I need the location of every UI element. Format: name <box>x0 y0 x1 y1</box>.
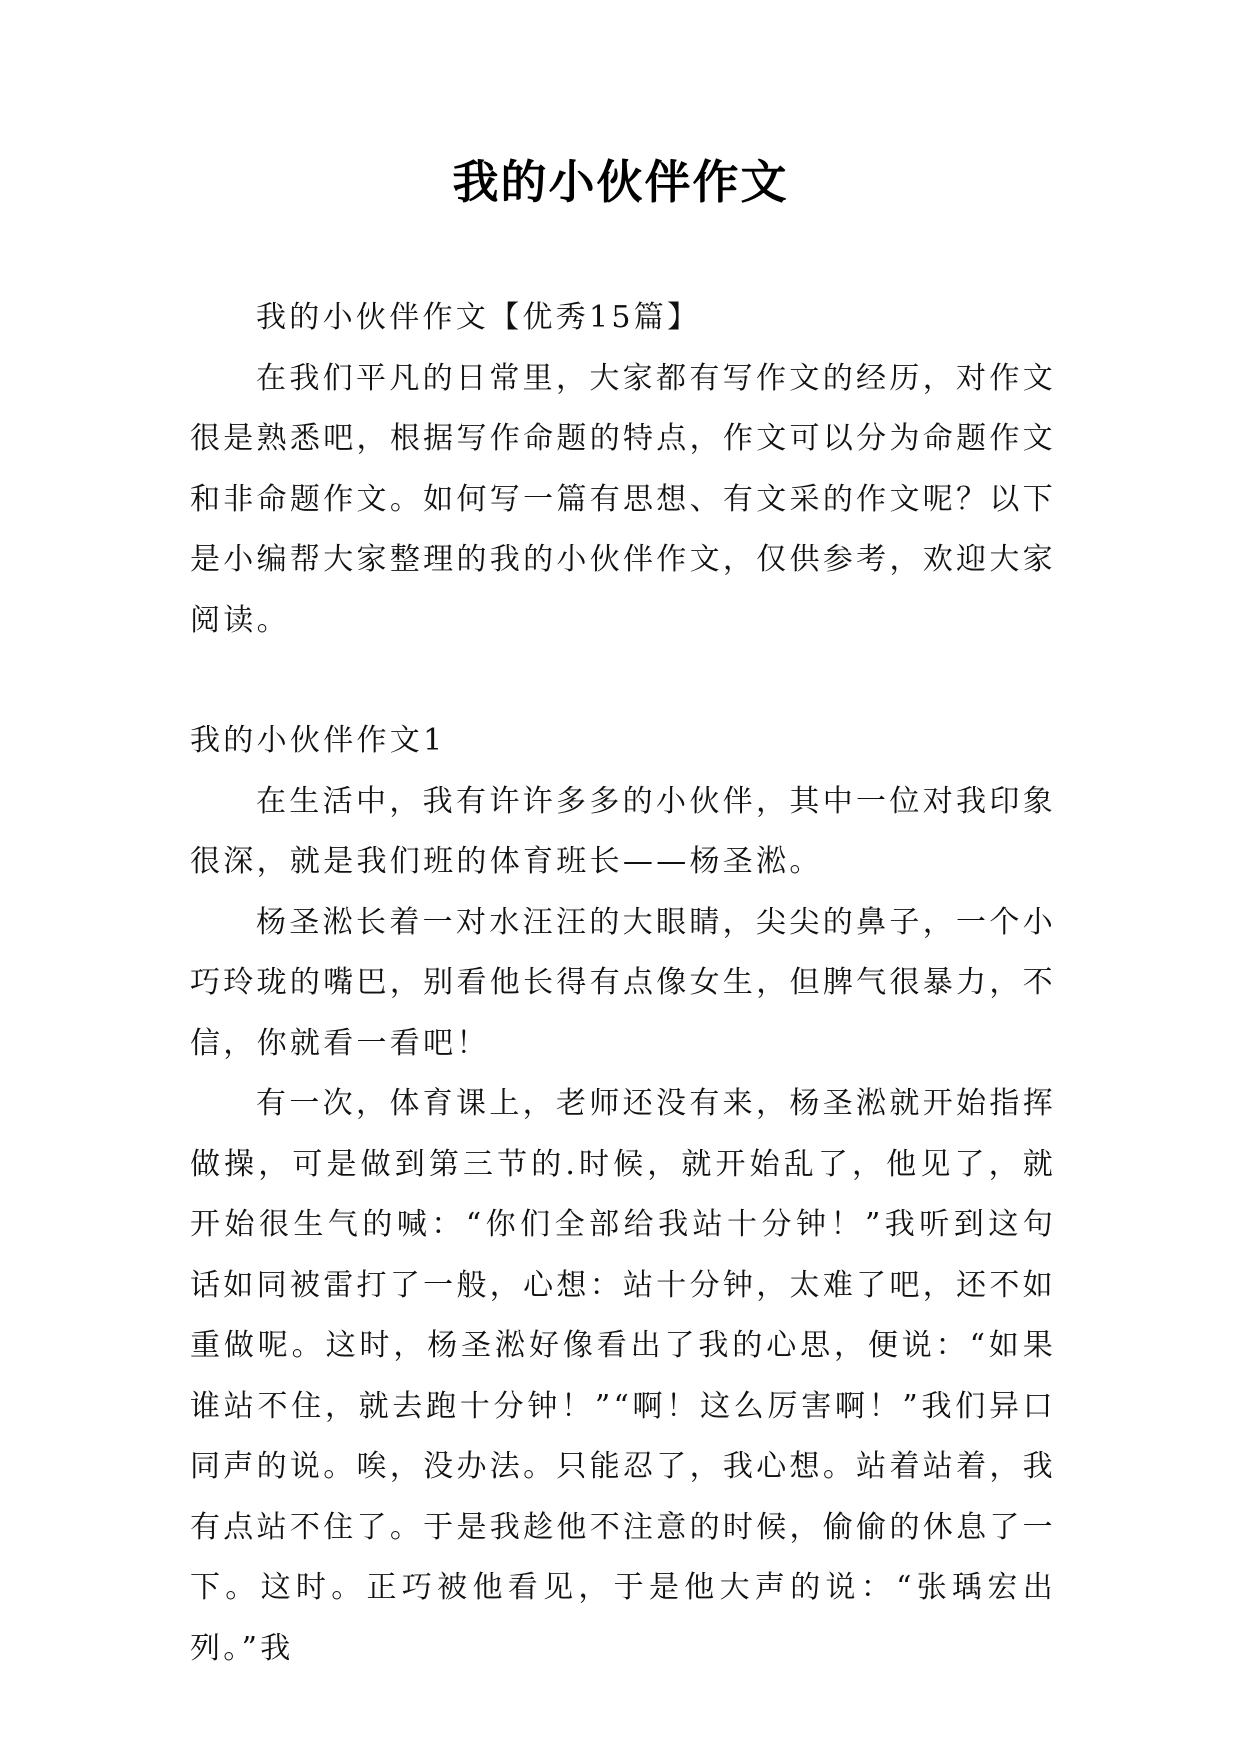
body-paragraph: 在生活中，我有许许多多的小伙伴，其中一位对我印象很深，就是我们班的体育班长——杨圣淞。 <box>190 783 1056 879</box>
intro-paragraph: 在我们平凡的日常里，大家都有写作文的经历，对作文很是熟悉吧，根据写作命题的特点，作文可以分为命题作文和非命题作文。如何写一篇有思想、有文采的作文呢？以下是小编帮大家整理的我的小伙伴作文，仅供参考，欢迎大家阅读。 <box>190 360 1056 638</box>
section-spacer <box>190 651 1056 711</box>
document-subtitle: 我的小伙伴作文【优秀15篇】 <box>256 300 701 335</box>
body-paragraph: 杨圣淞长着一对水汪汪的大眼睛，尖尖的鼻子，一个小巧玲珑的嘴巴，别看他长得有点像女生，但脾气很暴力，不信，你就看一看吧！ <box>190 904 1056 1061</box>
document-title: 我的小伙伴作文 <box>452 155 789 209</box>
section-heading: 我的小伙伴作文1 <box>190 723 446 758</box>
document-body <box>190 288 1056 1679</box>
body-paragraph: 有一次，体育课上，老师还没有来，杨圣淞就开始指挥做操，可是做到第三节的.时候，就开始乱了，他见了，就开始很生气的喊：“你们全部给我站十分钟！”我听到这句话如同被雷打了一般，心想：站十分钟，太难了吧，还不如重做呢。这时，杨圣淞好像看出了我的心思，便说：“如果谁站不住，就去跑十分钟！”“啊！这么厉害啊！”我们异口同声的说。唉，没办法。只能忍了，我心想。站着站着，我有点站不住了。于是我趁他不注意的时候，偷偷的休息了一下。这时。正巧被他看见，于是他大声的说：“张瑀宏出列。”我 <box>190 1086 1056 1666</box>
